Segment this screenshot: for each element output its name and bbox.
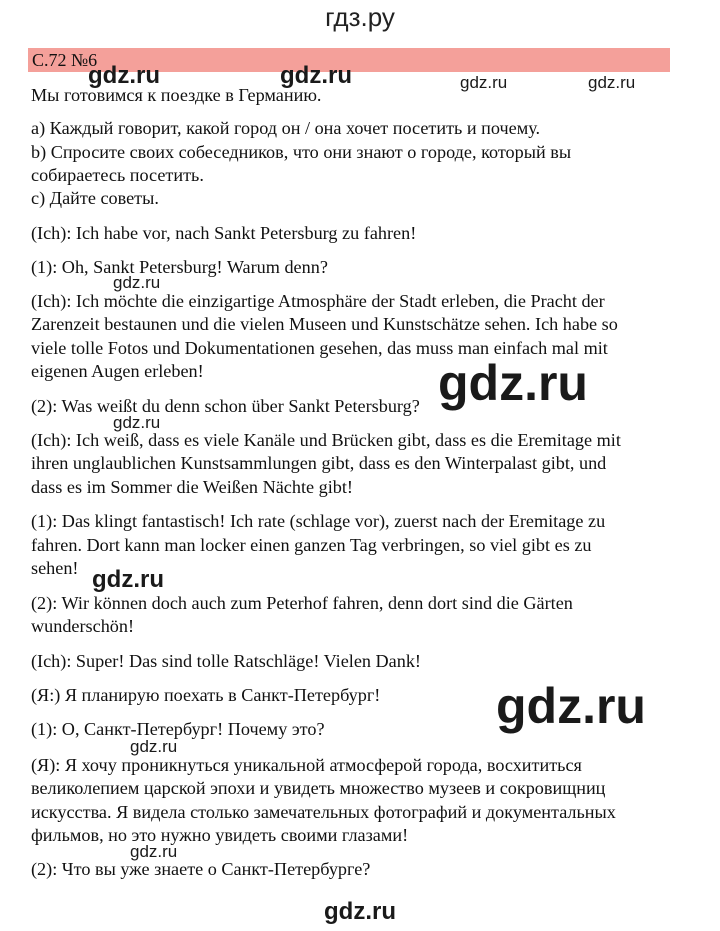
dialogue-line: Zarenzeit bestaunen und die vielen Museen und Kunstschätze sehen. Ich habe so [31, 314, 618, 334]
watermark: gdz.ru [460, 73, 508, 92]
site-title[interactable]: гдз.ру [325, 2, 395, 32]
watermark: gdz.ru [280, 62, 352, 89]
dialogue-line: sehen! [31, 558, 79, 578]
task-label: С.72 №6 [28, 48, 670, 72]
watermark: gdz.ru [113, 273, 161, 292]
dialogue-line: ihren unglaublichen Kunstsammlungen gibt, dass es den Winterpalast gibt, und [31, 453, 607, 473]
footer-watermark: gdz.ru [324, 898, 396, 925]
watermark: gdz.ru [92, 566, 164, 593]
dialogue-line: wunderschön! [31, 616, 135, 636]
instruction-a: a) Каждый говорит, какой город он / она хочет посетить и почему. [31, 118, 541, 138]
dialogue-line-ru: (2): Что вы уже знаете о Санкт-Петербурге? [31, 859, 371, 879]
dialogue-line: (2): Was weißt du denn schon über Sankt Petersburg? [31, 396, 420, 416]
watermark: gdz.ru [130, 842, 178, 861]
dialogue-line: (Ich): Ich habe vor, nach Sankt Petersburg zu fahren! [31, 223, 417, 243]
watermark: gdz.ru [113, 413, 161, 432]
dialogue-line: (1): Das klingt fantastisch! Ich rate (schlage vor), zuerst nach der Eremitage zu [31, 511, 606, 531]
dialogue-line: eigenen Augen erleben! [31, 361, 204, 381]
dialogue-line: fahren. Dort kann man locker einen ganzen Tag verbringen, so viel gibt es zu [31, 535, 592, 555]
dialogue-line-ru: (1): О, Санкт-Петербург! Почему это? [31, 719, 325, 739]
dialogue-line-ru: фильмов, но это нужно увидеть своими глазами! [31, 825, 409, 845]
dialogue-line-ru: искусства. Я видела столько замечательных фотографий и документальных [31, 802, 616, 822]
instruction-b: b) Спросите своих собеседников, что они знают о городе, который вы [31, 142, 572, 162]
dialogue-line-ru: (Я:) Я планирую поехать в Санкт-Петербург! [31, 685, 381, 705]
watermark: gdz.ru [88, 62, 160, 89]
watermark: gdz.ru [496, 678, 646, 734]
dialogue-line: viele tolle Fotos und Dokumentationen gesehen, das muss man einfach mal mit [31, 338, 608, 358]
instruction-b-cont: собираетесь посетить. [31, 165, 204, 185]
dialogue-line: (Ich): Ich möchte die einzigartige Atmosphäre der Stadt erleben, die Pracht der [31, 291, 605, 311]
watermark: gdz.ru [130, 737, 178, 756]
dialogue-line: (1): Oh, Sankt Petersburg! Warum denn? [31, 257, 328, 277]
watermark: gdz.ru [588, 73, 636, 92]
dialogue-line: (2): Wir können doch auch zum Peterhof fahren, denn dort sind die Gärten [31, 593, 573, 613]
dialogue-line-ru: (Я): Я хочу проникнуться уникальной атмосферой города, восхититься [31, 755, 582, 775]
dialogue-line: dass es im Sommer die Weißen Nächte gibt! [31, 477, 353, 497]
watermark: gdz.ru [438, 355, 588, 411]
dialogue-line: (Ich): Super! Das sind tolle Ratschläge! Vielen Dank! [31, 651, 421, 671]
intro-line: Мы готовимся к поездке в Германию. [31, 85, 322, 105]
dialogue-line-ru: великолепием царской эпохи и увидеть множество музеев и сокровищниц [31, 778, 606, 798]
instruction-c: c) Дайте советы. [31, 188, 159, 208]
dialogue-line: (Ich): Ich weiß, dass es viele Kanäle und Brücken gibt, dass es die Eremitage mit [31, 430, 621, 450]
